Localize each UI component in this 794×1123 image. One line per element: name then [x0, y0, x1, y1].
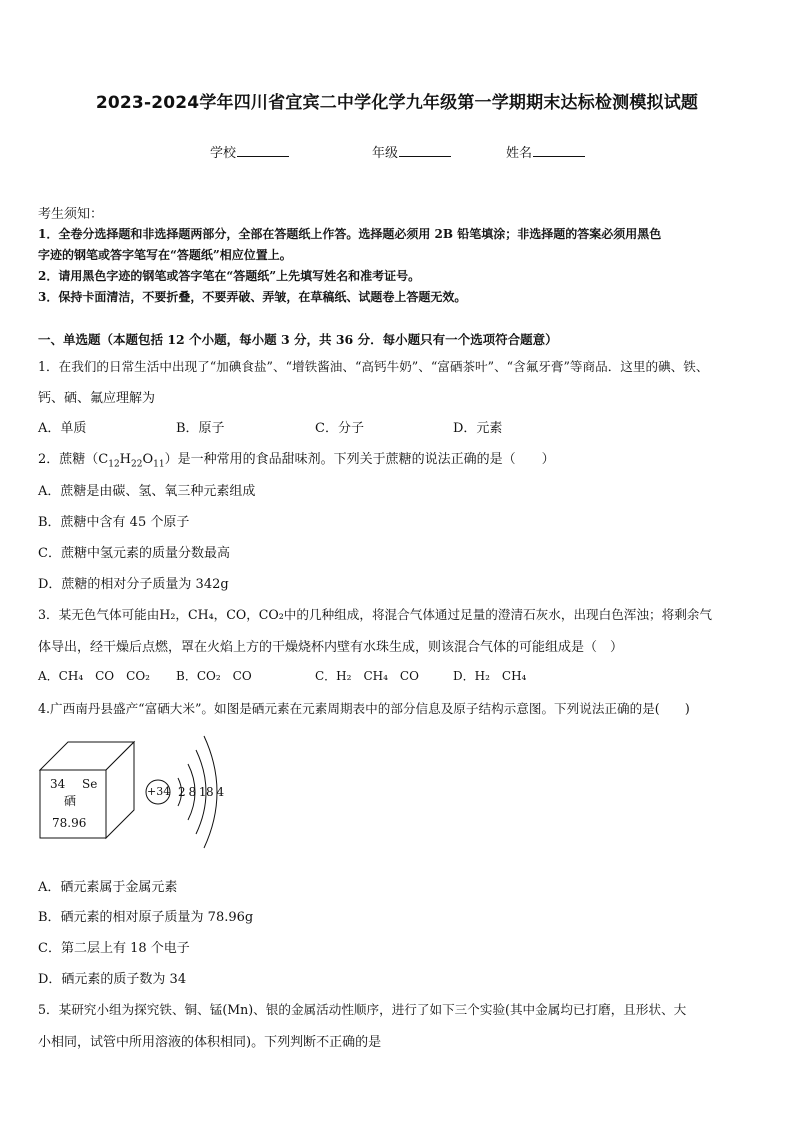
q2-option-a: A．蔗糖是由碳、氢、氧三种元素组成: [38, 484, 256, 499]
q2-stem: [38, 448, 555, 470]
q3-stem-line1: 3．某无色气体可能由H₂，CH₄，CO，CO₂中的几种组成，将混合气体通过足量的澄清石灰水，出现白色浑浊；将剩余气: [38, 607, 712, 622]
nucleus-charge: +34: [147, 785, 171, 798]
atom-structure-figure: [140, 730, 230, 855]
q2-h: H: [119, 452, 132, 467]
q1-stem-line1: 1．在我们的日常生活中出现了“加碘食盐”、“增铁酱油、“高钙牛奶”、“富硒茶叶”、“含氟牙膏”等商品．这里的碘、铁、: [38, 359, 709, 374]
element-name: 硒: [64, 794, 77, 808]
q5-stem-line2: 小相同，试管中所用溶液的体积相同)。下列判断不正确的是: [38, 1035, 382, 1050]
q1-stem-line2: 钙、硒、氟应理解为: [38, 391, 156, 406]
atomic-mass: 78.96: [52, 816, 87, 830]
notice-item-2: 2．请用黑色字迹的钢笔或答字笔在“答题纸”上先填写姓名和准考证号。: [38, 269, 421, 283]
element-card-figure: [38, 735, 138, 840]
q3-option-b: B．CO₂ CO: [176, 669, 252, 683]
q2-stem-start: 2．蔗糖（C: [38, 452, 109, 467]
q4-option-c: C．第二层上有 18 个电子: [38, 941, 190, 956]
name-blank: [533, 144, 585, 157]
page-title: 2023-2024学年四川省宜宾二中学化学九年级第一学期期末达标检测模拟试题: [95, 93, 699, 113]
q4-option-d: D．硒元素的质子数为 34: [38, 972, 187, 987]
notice-item-1-cont: 字迹的钢笔或答字笔写在“答题纸”相应位置上。: [38, 248, 292, 262]
atomic-number: 34: [50, 777, 66, 791]
notice-item-1: 1．全卷分选择题和非选择题两部分，全部在答题纸上作答。选择题必须用 2B 铅笔填涂；非选择题的答案必须用黑色: [38, 227, 662, 241]
q5-stem-line1: 5．某研究小组为探究铁、铜、锰(Mn)、银的金属活动性顺序，进行了如下三个实验(其中金属均已打磨，且形状、大: [38, 1002, 687, 1017]
grade-label: 年级: [372, 146, 399, 161]
name-field: [506, 142, 585, 161]
grade-field: [372, 142, 451, 161]
section-heading: 一、单选题（本题包括 12 个小题，每小题 3 分，共 36 分．每小题只有一个选项符合题意）: [38, 332, 558, 347]
notice-heading: 考生须知：: [38, 207, 104, 222]
name-label: 姓名: [506, 146, 533, 161]
q4-option-a: A．硒元素属于金属元素: [38, 880, 178, 895]
school-field: [210, 142, 289, 161]
q2-stem-end: ）是一种常用的食品甜味剂。下列关于蔗糖的说法正确的是（ ）: [164, 452, 555, 467]
q3-option-d: D．H₂ CH₄: [453, 669, 527, 683]
element-symbol: Se: [82, 777, 98, 791]
q4-option-b: B．硒元素的相对原子质量为 78.96g: [38, 910, 254, 925]
q2-option-d: D．蔗糖的相对分子质量为 342g: [38, 577, 229, 592]
q2-sub-o: 11: [153, 459, 165, 470]
q3-option-c: C．H₂ CH₄ CO: [315, 669, 419, 683]
school-blank: [237, 144, 289, 157]
q1-option-c: C．分子: [315, 421, 364, 436]
notice-item-3: 3．保持卡面清洁，不要折叠，不要弄破、弄皱，在草稿纸、试题卷上答题无效。: [38, 290, 467, 304]
q2-option-b: B．蔗糖中含有 45 个原子: [38, 515, 190, 530]
q1-option-d: D．元素: [453, 421, 503, 436]
grade-blank: [399, 144, 451, 157]
q2-sub-h: 22: [131, 459, 143, 470]
q2-sub-c: 12: [108, 459, 120, 470]
q3-stem-line2: 体导出，经干燥后点燃，罩在火焰上方的干燥烧杯内壁有水珠生成，则该混合气体的可能组成是（ ）: [38, 640, 624, 655]
school-label: 学校: [210, 146, 237, 161]
q1-option-a: A．单质: [38, 421, 87, 436]
electron-shells: 2 8 18 4: [178, 785, 224, 799]
q2-o: O: [142, 452, 154, 467]
q3-option-a: A．CH₄ CO CO₂: [38, 669, 150, 683]
q4-stem: 4.广西南丹县盛产“富硒大米”。如图是硒元素在元素周期表中的部分信息及原子结构示意图。下列说法正确的是( ): [38, 701, 690, 716]
q1-option-b: B．原子: [176, 421, 225, 436]
q2-option-c: C．蔗糖中氢元素的质量分数最高: [38, 546, 230, 561]
